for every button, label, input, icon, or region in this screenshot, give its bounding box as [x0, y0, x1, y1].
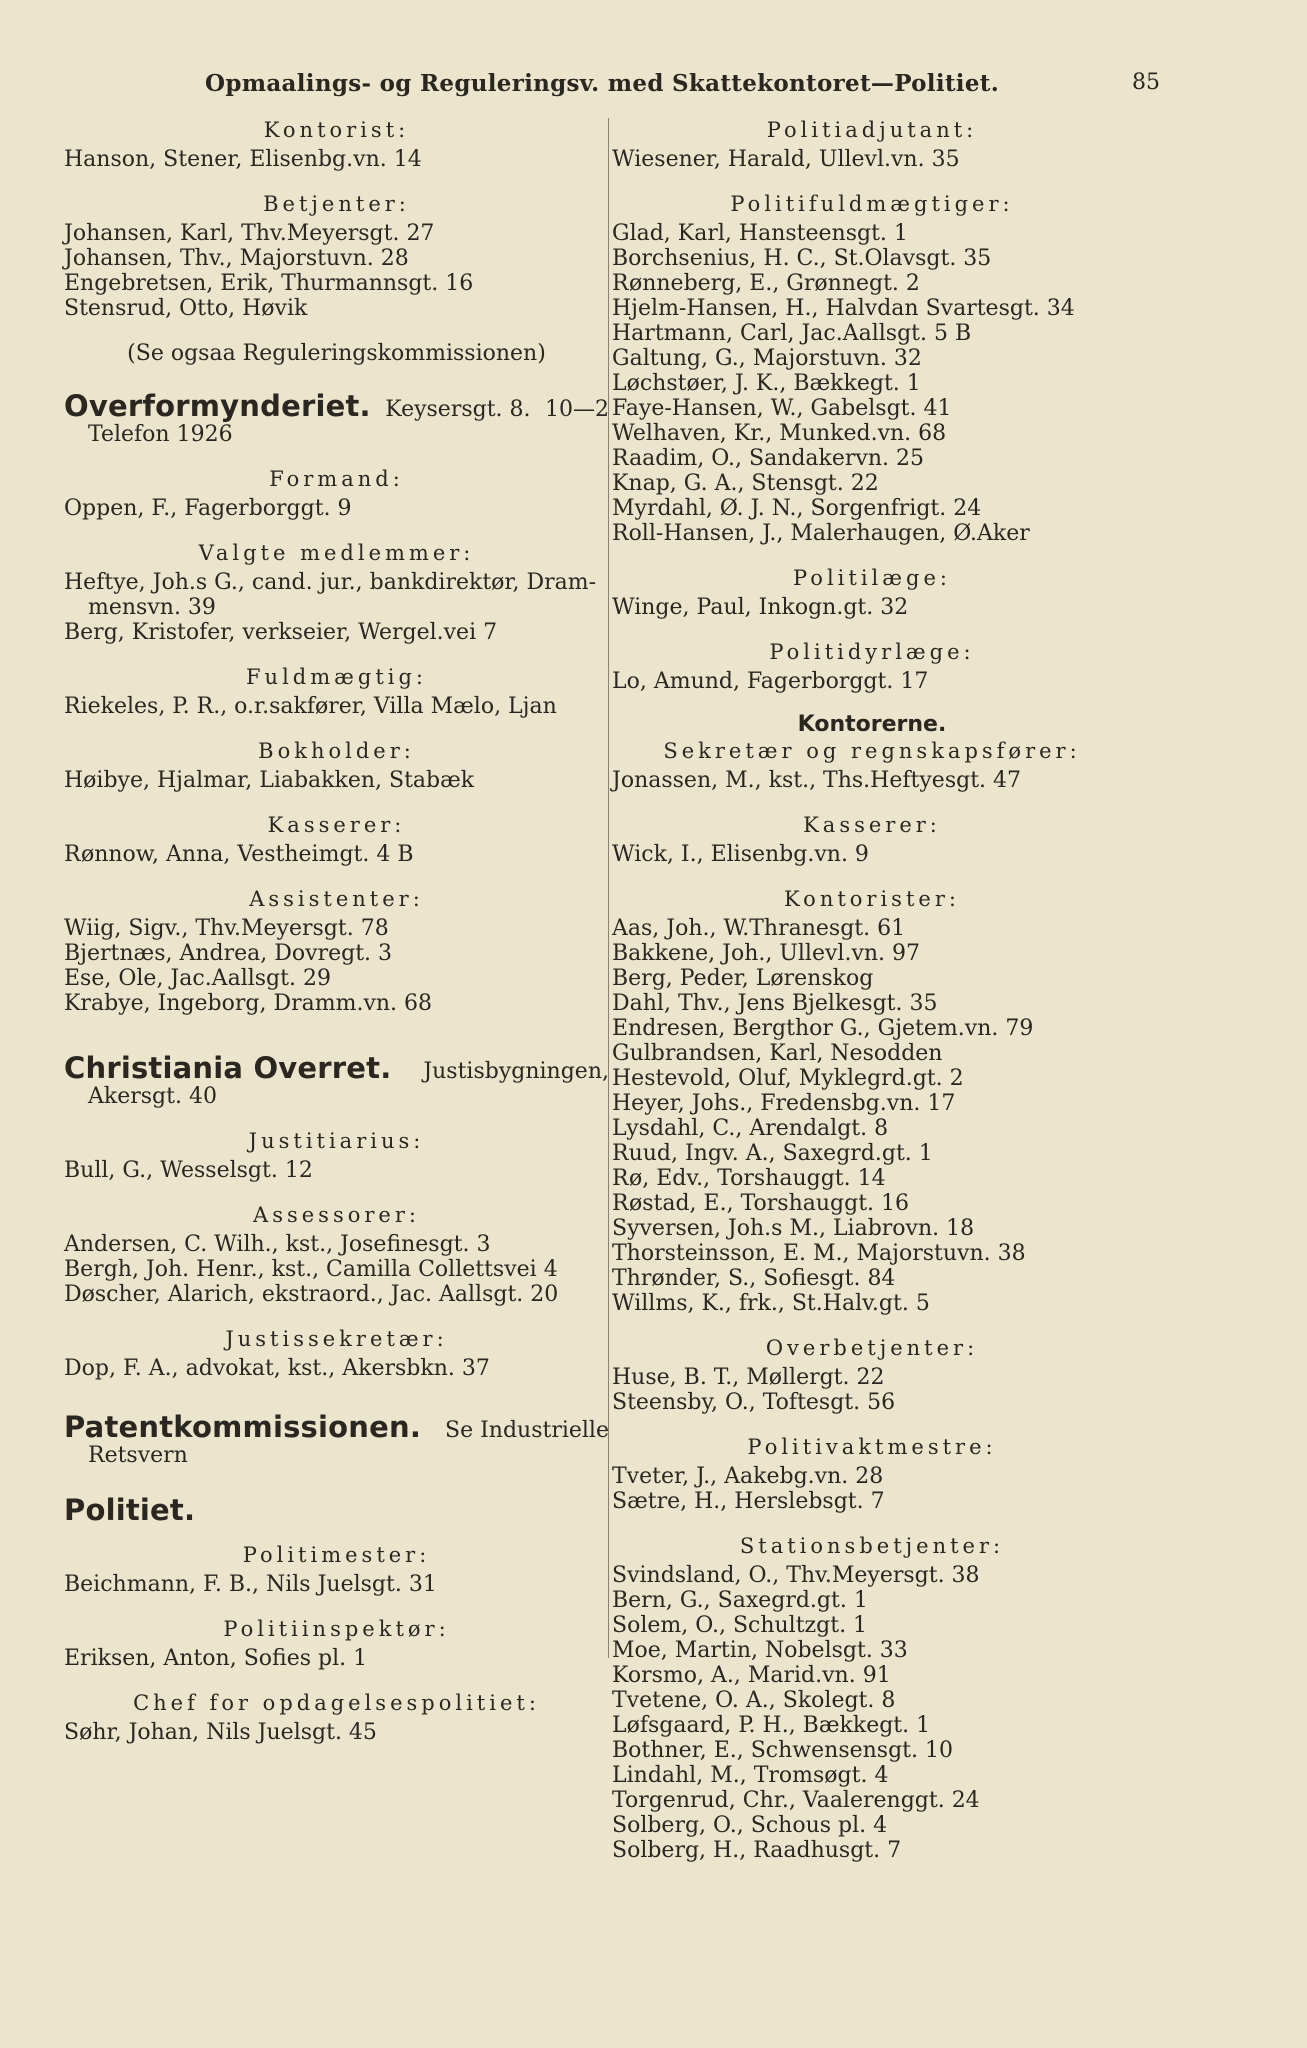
section-heading: Politilæge:	[793, 566, 951, 590]
list-item: Tvetene, O. A., Skolegt. 8	[612, 1688, 896, 1713]
section-heading: Valgte medlemmer:	[198, 541, 475, 565]
list-item: Lysdahl, C., Arendalgt. 8	[612, 1116, 889, 1141]
department-heading	[64, 1410, 609, 1444]
section-heading: Formand:	[269, 467, 404, 491]
list-item: Ruud, Ingv. A., Saxegrd.gt. 1	[612, 1141, 933, 1166]
department-name: Christiania Overret.	[64, 1051, 392, 1085]
list-item: Røstad, E., Torshauggt. 16	[612, 1191, 910, 1216]
list-item: Welhaven, Kr., Munked.vn. 68	[612, 421, 947, 446]
list-item: Krabye, Ingeborg, Dramm.vn. 68	[64, 991, 433, 1016]
left-column	[64, 118, 609, 1745]
section-heading: Politimester:	[242, 1543, 431, 1567]
department-phone: Telefon 1926	[88, 422, 233, 447]
list-item: Bjertnæs, Andrea, Dovregt. 3	[64, 941, 393, 966]
list-item: Hjelm-Hansen, H., Halvdan Svartesgt. 34	[612, 296, 1075, 321]
page-number: 85	[1132, 70, 1160, 95]
list-item: Wiig, Sigv., Thv.Meyersgt. 78	[64, 916, 389, 941]
department-name: Politiet.	[64, 1493, 196, 1527]
list-item: Wick, I., Elisenbg.vn. 9	[612, 842, 869, 867]
list-item: Rønnow, Anna, Vestheimgt. 4 B	[64, 842, 414, 867]
office-hours: 10—2	[544, 397, 609, 422]
list-item: Steensby, O., Toftesgt. 56	[612, 1390, 896, 1415]
department-address: Justisbygningen,	[423, 1059, 609, 1084]
list-item: Johansen, Karl, Thv.Meyersgt. 27	[64, 221, 435, 246]
cross-reference: Se Industrielle	[445, 1418, 609, 1443]
list-item: Bern, G., Saxegrd.gt. 1	[612, 1588, 868, 1613]
list-item: Knap, G. A., Stensgt. 22	[612, 471, 879, 496]
list-item: Gulbrandsen, Karl, Nesodden	[612, 1041, 943, 1066]
list-item: Huse, B. T., Møllergt. 22	[612, 1365, 885, 1390]
list-item: Berg, Peder, Lørenskog	[612, 966, 874, 991]
list-item: Wiesener, Harald, Ullevl.vn. 35	[612, 147, 960, 172]
cross-reference-note: (Se ogsaa Reguleringskommissionen)	[127, 341, 546, 366]
right-column	[612, 118, 1132, 1863]
list-item: Jonassen, M., kst., Ths.Heftyesgt. 47	[612, 768, 1022, 793]
department-overformynderiet	[64, 389, 609, 447]
department-name: Patentkommissionen.	[64, 1410, 422, 1444]
list-item: Lo, Amund, Fagerborggt. 17	[612, 669, 929, 694]
list-item: Hanson, Stener, Elisenbg.vn. 14	[64, 147, 422, 172]
list-item: Syversen, Joh.s M., Liabrovn. 18	[612, 1216, 975, 1241]
list-item: Glad, Karl, Hansteensgt. 1	[612, 221, 908, 246]
section-heading: Stationsbetjenter:	[739, 1534, 1005, 1558]
list-item: Myrdahl, Ø. J. N., Sorgenfrigt. 24	[612, 496, 982, 521]
section-heading: Overbetjenter:	[765, 1336, 979, 1360]
list-item: Hartmann, Carl, Jac.Aallsgt. 5 B	[612, 321, 972, 346]
list-item: Heyer, Johs., Fredensbg.vn. 17	[612, 1091, 956, 1116]
list-item: Oppen, F., Fagerborggt. 9	[64, 496, 352, 521]
list-item: Winge, Paul, Inkogn.gt. 32	[612, 595, 909, 620]
list-item: Høibye, Hjalmar, Liabakken, Stabæk	[64, 768, 475, 793]
list-item: Thorsteinsson, E. M., Majorstuvn. 38	[612, 1241, 1026, 1266]
list-item: Solberg, H., Raadhusgt. 7	[612, 1838, 902, 1863]
section-heading: Bokholder:	[258, 739, 415, 763]
list-item: Galtung, G., Majorstuvn. 32	[612, 346, 922, 371]
section-heading: Politivaktmestre:	[747, 1435, 997, 1459]
department-address: Keysersgt. 8.	[385, 397, 531, 422]
list-item: Borchsenius, H. C., St.Olavsgt. 35	[612, 246, 992, 271]
list-item: Endresen, Bergthor G., Gjetem.vn. 79	[612, 1016, 1034, 1041]
department-address-continuation: Akersgt. 40	[88, 1084, 217, 1109]
section-heading: Kontorist:	[263, 118, 410, 142]
list-item: Løfsgaard, P. H., Bækkegt. 1	[612, 1713, 931, 1738]
list-item: Ese, Ole, Jac.Aallsgt. 29	[64, 966, 331, 991]
list-item	[64, 570, 609, 620]
list-item: Thrønder, S., Sofiesgt. 84	[612, 1266, 896, 1291]
section-heading: Justitiarius:	[248, 1129, 425, 1153]
list-item: Solem, O., Schultzgt. 1	[612, 1613, 868, 1638]
list-item: Stensrud, Otto, Høvik	[64, 296, 308, 321]
section-heading: Sekretær og regnskapsfører:	[663, 739, 1081, 763]
list-item: Engebretsen, Erik, Thurmannsgt. 16	[64, 271, 474, 296]
list-item: Roll-Hansen, J., Malerhaugen, Ø.Aker	[612, 521, 1030, 546]
list-item: Torgenrud, Chr., Vaalerenggt. 24	[612, 1788, 980, 1813]
list-item: Dop, F. A., advokat, kst., Akersbkn. 37	[64, 1356, 490, 1381]
section-heading: Kasserer:	[267, 813, 406, 837]
section-heading: Politidyrlæge:	[769, 640, 975, 664]
section-heading: Politiinspektør:	[223, 1617, 450, 1641]
list-item: Rønneberg, E., Grønnegt. 2	[612, 271, 920, 296]
list-item: Eriksen, Anton, Sofies pl. 1	[64, 1646, 368, 1671]
list-item: Solberg, O., Schous pl. 4	[612, 1813, 888, 1838]
list-item: Johansen, Thv., Majorstuvn. 28	[64, 246, 409, 271]
list-item: Lindahl, M., Tromsøgt. 4	[612, 1763, 889, 1788]
list-item: Sætre, H., Herslebsgt. 7	[612, 1489, 885, 1514]
list-item: Rø, Edv., Torshauggt. 14	[612, 1166, 886, 1191]
section-heading: Fuldmægtig:	[245, 665, 428, 689]
section-heading: Betjenter:	[263, 192, 410, 216]
department-heading	[64, 1051, 609, 1085]
list-item: Andersen, C. Wilh., kst., Josefinesgt. 3	[64, 1232, 491, 1257]
list-item: Svindsland, O., Thv.Meyersgt. 38	[612, 1563, 980, 1588]
section-heading: Politifuldmægtiger:	[730, 192, 1014, 216]
list-item: Riekeles, P. R., o.r.sakfører, Villa Mælo, Ljan	[64, 694, 557, 719]
cross-reference-continuation: Retsvern	[88, 1443, 188, 1468]
list-item: Beichmann, F. B., Nils Juelsgt. 31	[64, 1572, 437, 1597]
list-item: Bull, G., Wesselsgt. 12	[64, 1158, 313, 1183]
list-item: Faye-Hansen, W., Gabelsgt. 41	[612, 396, 952, 421]
list-item: Bergh, Joh. Henr., kst., Camilla Collettsvei 4	[64, 1257, 558, 1282]
department-name: Overformynderiet.	[64, 389, 371, 423]
list-item: Aas, Joh., W.Thranesgt. 61	[612, 916, 906, 941]
list-item: Raadim, O., Sandakervn. 25	[612, 446, 924, 471]
list-item-continuation: mensvn. 39	[88, 595, 216, 620]
department-politiet	[64, 1493, 609, 1527]
list-item: Moe, Martin, Nobelsgt. 33	[612, 1638, 908, 1663]
list-item: Bothner, E., Schwensensgt. 10	[612, 1738, 953, 1763]
list-item: Dahl, Thv., Jens Bjelkesgt. 35	[612, 991, 938, 1016]
section-heading: Justissekretær:	[225, 1327, 448, 1351]
list-item: Døscher, Alarich, ekstraord., Jac. Aallsgt. 20	[64, 1282, 559, 1307]
section-heading: Kasserer:	[803, 813, 941, 837]
section-heading: Assistenter:	[249, 887, 424, 911]
list-item: Tveter, J., Aakebg.vn. 28	[612, 1464, 884, 1489]
section-heading: Kontorister:	[784, 887, 960, 911]
section-heading: Politiadjutant:	[766, 118, 978, 142]
list-item: Bakkene, Joh., Ullevl.vn. 97	[612, 941, 921, 966]
list-item: Berg, Kristofer, verkseier, Wergel.vei 7	[64, 620, 498, 645]
running-head: Opmaalings- og Reguleringsv. med Skattekontoret—Politiet.	[205, 70, 1000, 97]
department-heading	[64, 389, 609, 423]
department-overret	[64, 1051, 609, 1109]
section-heading: Chef for opdagelsespolitiet:	[133, 1691, 540, 1715]
list-item: Søhr, Johan, Nils Juelsgt. 45	[64, 1720, 377, 1745]
list-item: Willms, K., frk., St.Halv.gt. 5	[612, 1291, 930, 1316]
section-heading: Assessorer:	[253, 1203, 420, 1227]
list-item: Løchstøer, J. K., Bækkegt. 1	[612, 371, 921, 396]
department-patentkommissionen	[64, 1410, 609, 1468]
list-item: Hestevold, Oluf, Myklegrd.gt. 2	[612, 1066, 964, 1091]
list-item: Korsmo, A., Marid.vn. 91	[612, 1663, 891, 1688]
list-item-line: Heftye, Joh.s G., cand. jur., bankdirektør, Dram-	[64, 570, 597, 595]
subsection-title: Kontorerne.	[797, 712, 947, 737]
page-header	[0, 70, 1307, 110]
